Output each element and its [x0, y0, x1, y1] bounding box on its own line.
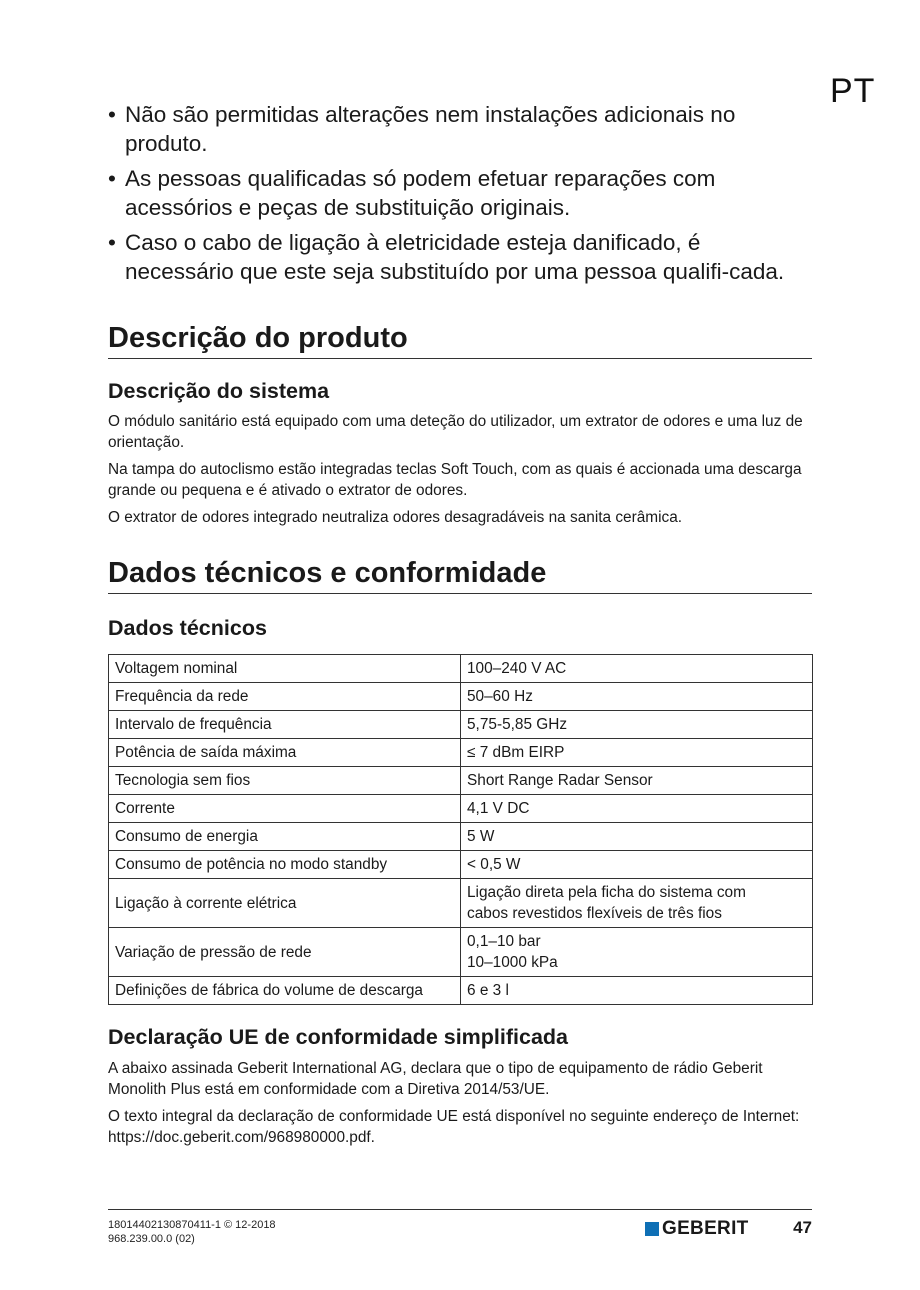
bullet-text: Não são permitidas alterações nem instalações adicionais no produto. — [125, 102, 736, 156]
geberit-logo — [645, 1218, 749, 1240]
safety-bullet-list — [108, 100, 812, 286]
bullet-symbol: • — [108, 166, 116, 191]
technical-data-table — [108, 654, 813, 1005]
table-row — [109, 928, 813, 977]
logo-text: GEBERIT — [662, 1218, 749, 1239]
section-title-technical-data: Dados técnicos e conformidade — [108, 556, 812, 594]
table-cell-label: Tecnologia sem fios — [109, 767, 461, 795]
table-cell-label: Potência de saída máxima — [109, 739, 461, 767]
table-row — [109, 655, 813, 683]
value-line: 0,1–10 bar — [467, 933, 541, 950]
table-row — [109, 879, 813, 928]
table-cell-value: 5,75-5,85 GHz — [461, 711, 813, 739]
bullet-item — [108, 228, 812, 286]
table-row — [109, 977, 813, 1005]
table-row — [109, 795, 813, 823]
subsection-title-eu-declaration: Declaração UE de conformidade simplificada — [108, 1025, 569, 1049]
table-cell-value: ≤ 7 dBm EIRP — [461, 739, 813, 767]
table-cell-label: Voltagem nominal — [109, 655, 461, 683]
table-cell-label: Consumo de potência no modo standby — [109, 851, 461, 879]
value-line: Ligação direta pela ficha do sistema com — [467, 884, 746, 901]
table-cell-label: Consumo de energia — [109, 823, 461, 851]
page-footer — [108, 1209, 812, 1245]
table-cell-value — [461, 879, 813, 928]
table-row — [109, 767, 813, 795]
footer-doc-info — [108, 1218, 276, 1246]
system-description-paragraph: O módulo sanitário está equipado com uma deteção do utilizador, um extrator de odores e uma luz de orientação. — [108, 413, 803, 451]
table-cell-label: Intervalo de frequência — [109, 711, 461, 739]
bullet-symbol: • — [108, 230, 116, 255]
table-cell-label: Variação de pressão de rede — [109, 928, 461, 977]
table-cell-value: Short Range Radar Sensor — [461, 767, 813, 795]
table-cell-label: Definições de fábrica do volume de descarga — [109, 977, 461, 1005]
section-title-product-description: Descrição do produto — [108, 321, 812, 359]
subsection-title-technical-data: Dados técnicos — [108, 616, 267, 640]
footer-doc-id: 18014402130870411-1 © 12-2018 — [108, 1219, 276, 1231]
page-content — [108, 100, 812, 1148]
bullet-text: Caso o cabo de ligação à eletricidade esteja danificado, é necessário que este seja substituído por uma pessoa qualifi-cada. — [125, 230, 785, 284]
table-row — [109, 711, 813, 739]
value-line: 10–1000 kPa — [467, 954, 558, 971]
table-cell-value: 6 e 3 l — [461, 977, 813, 1005]
table-cell-value: 4,1 V DC — [461, 795, 813, 823]
subsection-title-system-description: Descrição do sistema — [108, 379, 330, 403]
table-cell-value — [461, 928, 813, 977]
table-cell-label: Frequência da rede — [109, 683, 461, 711]
logo-square-icon — [645, 1222, 659, 1236]
eu-declaration-paragraph: A abaixo assinada Geberit International AG, declara que o tipo de equipamento de rádio Geberit Monolith Plus está em conformidade com a Diretiva 2014/53/UE. — [108, 1060, 763, 1098]
table-cell-value: 100–240 V AC — [461, 655, 813, 683]
bullet-text: As pessoas qualificadas só podem efetuar reparações com acessórios e peças de substituição originais. — [125, 166, 716, 220]
table-cell-label: Corrente — [109, 795, 461, 823]
eu-declaration-paragraph: O texto integral da declaração de conformidade UE está disponível no seguinte endereço de Internet: https://doc.geberit.com/968980000.pdf. — [108, 1108, 800, 1146]
table-row — [109, 739, 813, 767]
system-description-paragraph: Na tampa do autoclismo estão integradas teclas Soft Touch, com as quais é accionada uma descarga grande ou pequena e é ativado o extrator de odores. — [108, 461, 802, 499]
language-tag: PT — [830, 72, 876, 110]
table-row — [109, 823, 813, 851]
table-row — [109, 683, 813, 711]
table-cell-label: Ligação à corrente elétrica — [109, 879, 461, 928]
table-row — [109, 851, 813, 879]
bullet-item — [108, 164, 812, 222]
table-cell-value: 5 W — [461, 823, 813, 851]
footer-doc-number: 968.239.00.0 (02) — [108, 1233, 195, 1245]
bullet-symbol: • — [108, 102, 116, 127]
page-number: 47 — [793, 1218, 812, 1237]
system-description-paragraph: O extrator de odores integrado neutraliza odores desagradáveis na sanita cerâmica. — [108, 509, 683, 526]
table-cell-value: 50–60 Hz — [461, 683, 813, 711]
bullet-item — [108, 100, 812, 158]
value-line: cabos revestidos flexíveis de três fios — [467, 905, 722, 922]
table-cell-value: < 0,5 W — [461, 851, 813, 879]
